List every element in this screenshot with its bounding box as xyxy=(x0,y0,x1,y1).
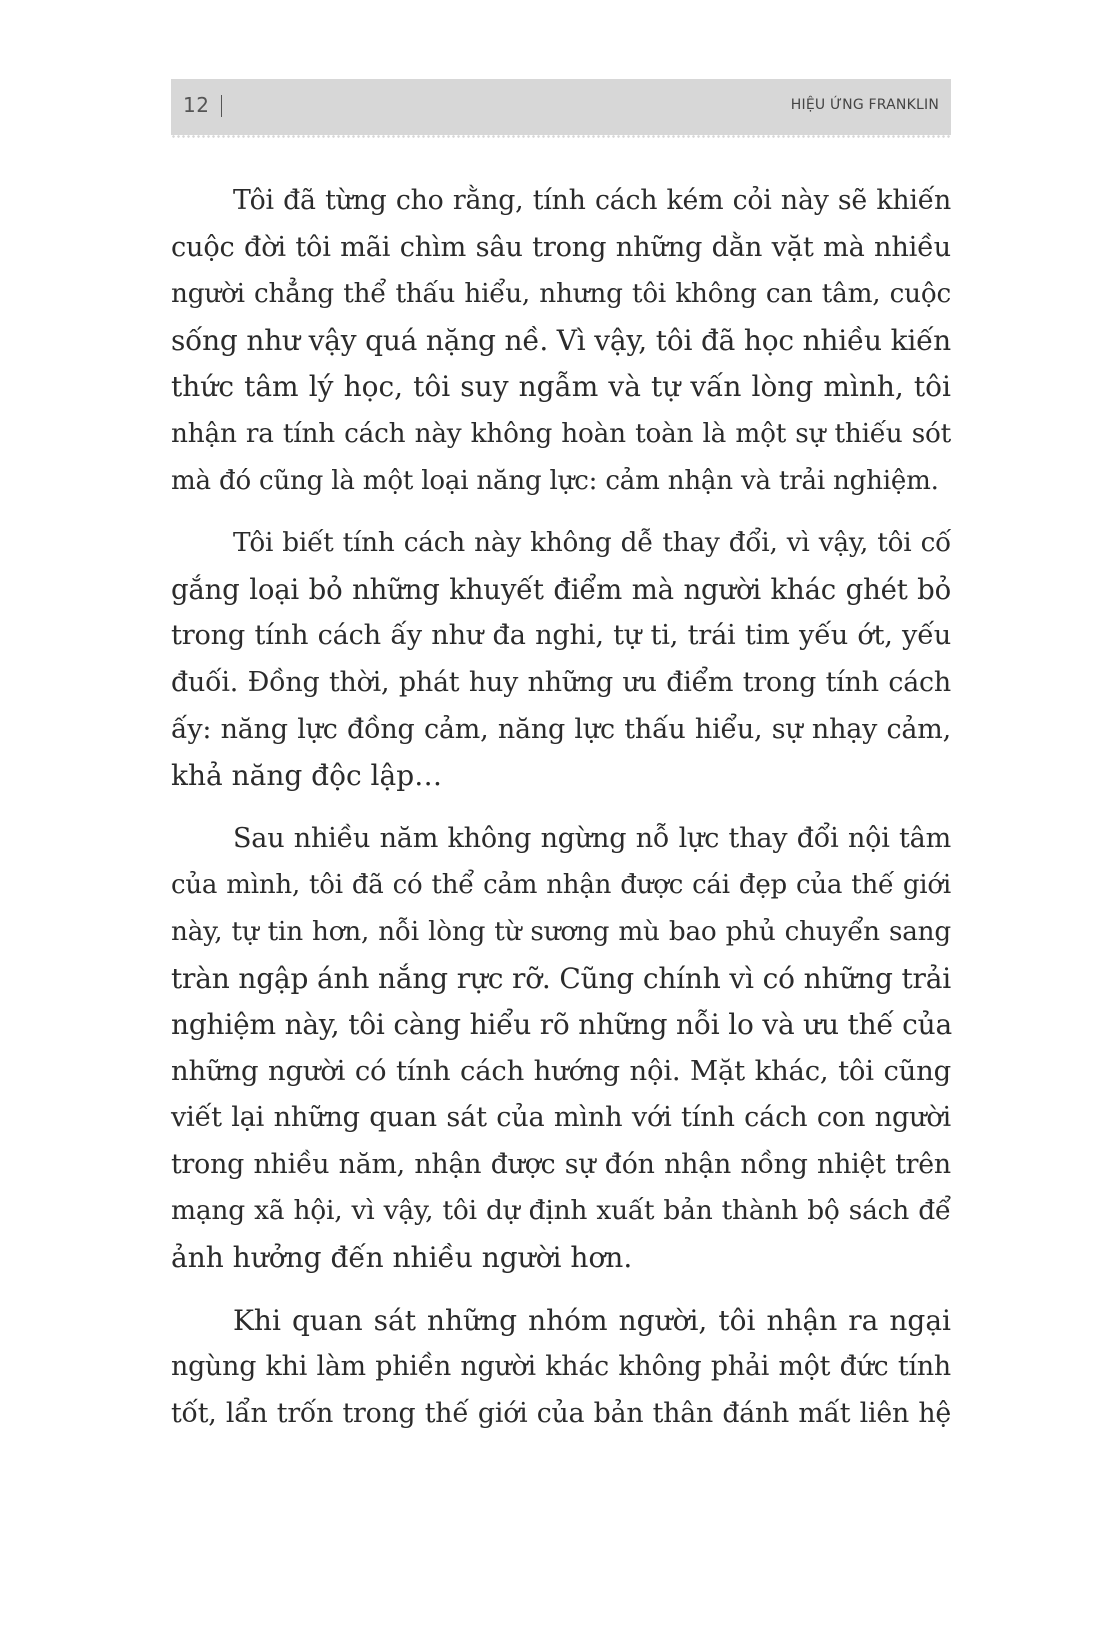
paragraph-1 xyxy=(171,178,951,504)
text-line: mà đó cũng là một loại năng lực: cảm nhận và trải nghiệm. xyxy=(171,465,939,496)
text-line: khả năng độc lập… xyxy=(171,759,443,793)
text-line: của mình, tôi đã có thể cảm nhận được cái đẹp của thế giới xyxy=(171,870,951,901)
text-line: ảnh hưởng đến nhiều người hơn. xyxy=(171,1241,633,1275)
text-line: đuối. Đồng thời, phát huy những ưu điểm trong tính cách xyxy=(171,666,951,698)
text-line: Tôi đã từng cho rằng, tính cách kém cỏi này sẽ khiến xyxy=(233,185,951,216)
page-number: 12 xyxy=(183,93,210,117)
text-line: này, tự tin hơn, nỗi lòng từ sương mù bao phủ chuyển sang xyxy=(171,916,951,947)
text-line: trong tính cách ấy như đa nghi, tự ti, trái tim yếu ớt, yếu xyxy=(171,620,951,652)
text-line: ngùng khi làm phiền người khác không phải một đức tính xyxy=(171,1351,951,1383)
running-header xyxy=(171,79,951,135)
text-line: nghiệm này, tôi càng hiểu rõ những nỗi lo và ưu thế của xyxy=(171,1008,952,1042)
text-line: Tôi biết tính cách này không dễ thay đổi, vì vậy, tôi cố xyxy=(233,528,951,559)
paragraph-4 xyxy=(171,1298,951,1438)
body-text xyxy=(171,178,951,1453)
text-line: mạng xã hội, vì vậy, tôi dự định xuất bản thành bộ sách để xyxy=(171,1195,951,1227)
text-line: những người có tính cách hướng nội. Mặt khác, tôi cũng xyxy=(171,1055,951,1087)
header-separator xyxy=(221,95,222,117)
text-line: sống như vậy quá nặng nề. Vì vậy, tôi đã học nhiều kiến xyxy=(171,323,951,357)
text-line: Khi quan sát những nhóm người, tôi nhận ra ngại xyxy=(233,1303,951,1337)
text-line: tràn ngập ánh nắng rực rỡ. Cũng chính vì có những trải xyxy=(171,961,951,995)
text-line: thức tâm lý học, tôi suy ngẫm và tự vấn lòng mình, tôi xyxy=(171,370,951,404)
text-line: tốt, lẩn trốn trong thế giới của bản thân đánh mất liên hệ xyxy=(171,1397,951,1429)
paragraph-3 xyxy=(171,816,951,1282)
text-line: nhận ra tính cách này không hoàn toàn là một sự thiếu sót xyxy=(171,418,951,449)
text-line: ấy: năng lực đồng cảm, năng lực thấu hiểu, sự nhạy cảm, xyxy=(171,713,951,745)
text-line: gắng loại bỏ những khuyết điểm mà người khác ghét bỏ xyxy=(171,573,951,606)
text-line: Sau nhiều năm không ngừng nỗ lực thay đổi nội tâm xyxy=(233,822,951,854)
text-line: viết lại những quan sát của mình với tính cách con người xyxy=(171,1102,951,1134)
paragraph-2 xyxy=(171,520,951,800)
book-title: HIỆU ỨNG FRANKLIN xyxy=(790,97,939,113)
text-line: cuộc đời tôi mãi chìm sâu trong những dằn vặt mà nhiều xyxy=(171,231,951,263)
text-line: trong nhiều năm, nhận được sự đón nhận nồng nhiệt trên xyxy=(171,1148,951,1180)
text-line: người chẳng thể thấu hiểu, nhưng tôi không can tâm, cuộc xyxy=(171,279,951,310)
